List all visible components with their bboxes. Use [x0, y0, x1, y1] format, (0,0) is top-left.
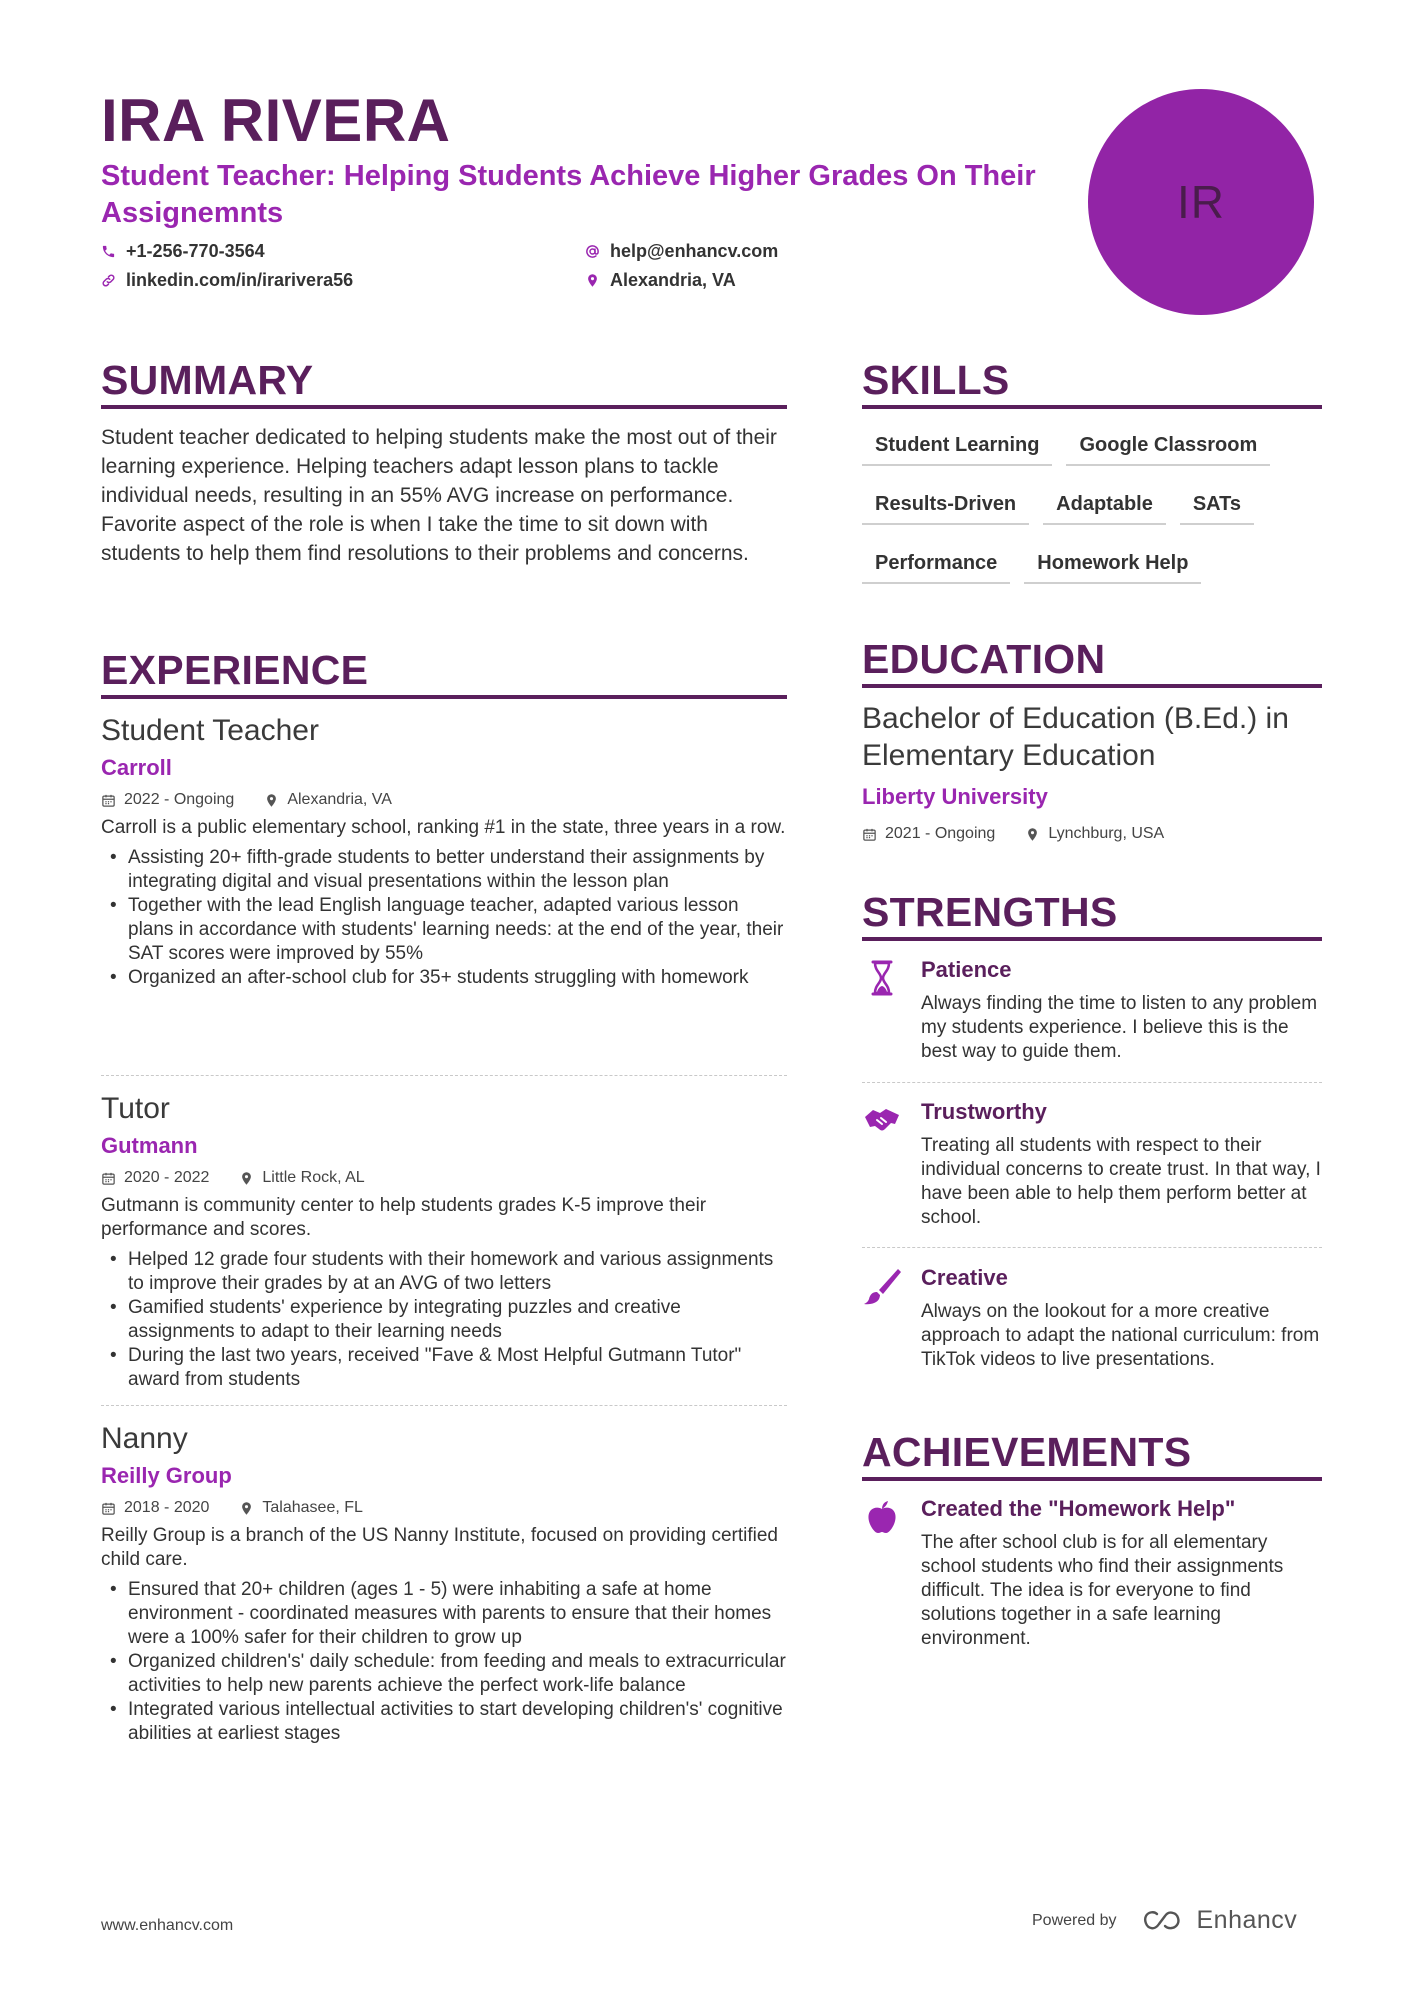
calendar-icon [101, 1171, 116, 1186]
handshake-icon [862, 1100, 902, 1140]
footer-website[interactable]: www.enhancv.com [101, 1917, 234, 1934]
strength-text: Always finding the time to listen to any problem my students experience. I believe this is the best way to guide them. [921, 993, 1318, 1062]
location-pin-icon [1025, 827, 1040, 842]
enhancv-logo-icon [1141, 1909, 1187, 1933]
avatar-initials: IR [1177, 176, 1225, 228]
job-dates-text: 2018 - 2020 [124, 1499, 210, 1516]
summary-text: Student teacher dedicated to helping students make the most out of their learning experience. Helping teachers adapt lesson plans to tackle individual needs, resulting in an 55% AVG increase on performance. Favorite aspect of the role is when I take the time to sit down with students to help them find resolutions to their problems and concerns. [101, 426, 777, 565]
phone-text: +1-256-770-3564 [126, 241, 265, 261]
job-meta [101, 790, 787, 810]
strength-separator [862, 1247, 1322, 1248]
job-dates-text: 2020 - 2022 [124, 1169, 210, 1186]
job-company: Gutmann [101, 1133, 198, 1158]
education-location-text: Lynchburg, USA [1048, 825, 1165, 842]
strength-separator [862, 1082, 1322, 1083]
skill-tag: Adaptable [1043, 486, 1166, 525]
job-description: Gutmann is community center to help students grades K-5 improve their performance and scores. [101, 1195, 707, 1240]
apple-icon [862, 1497, 902, 1537]
job-bullets [101, 1578, 787, 1746]
strength-title: Trustworthy [921, 1099, 1047, 1124]
contact-linkedin[interactable] [101, 269, 353, 291]
summary-heading: SUMMARY [101, 357, 314, 403]
job-company: Carroll [101, 755, 172, 780]
job-dates [101, 1168, 209, 1188]
job-bullet: • Gamified students' experience by integrating puzzles and creative assignments to adapt to their learning needs [101, 1296, 787, 1344]
job-description: Reilly Group is a branch of the US Nanny Institute, focused on providing certified child care. [101, 1525, 778, 1570]
skill-tag: Homework Help [1024, 545, 1201, 584]
job-bullet: • During the last two years, received "Fave & Most Helpful Gutmann Tutor" award from students [101, 1344, 787, 1392]
job-meta [101, 1498, 787, 1518]
job-company: Reilly Group [101, 1463, 232, 1488]
summary-divider [101, 405, 787, 409]
job-bullets [101, 1248, 787, 1392]
job-bullet: • Assisting 20+ fifth-grade students to better understand their assignments by integrating digital and visual presentations within the lesson plan [101, 846, 787, 894]
job-location-text: Little Rock, AL [262, 1169, 365, 1186]
education-heading: EDUCATION [862, 636, 1106, 682]
location-pin-icon [585, 273, 600, 288]
footer-branding [1032, 1906, 1297, 1935]
job-role: Tutor [101, 1092, 170, 1125]
location-pin-icon [239, 1501, 254, 1516]
skill-tag: Performance [862, 545, 1010, 584]
email-text: help@enhancv.com [610, 241, 779, 261]
skill-tag: Student Learning [862, 427, 1052, 466]
job-dates [101, 790, 234, 810]
job-description: Carroll is a public elementary school, ranking #1 in the state, three years in a row. [101, 817, 786, 838]
job-bullet: • Together with the lead English language teacher, adapted various lesson plans in accordance with students' learning needs: at the end of the year, their SAT scores were improved by 55% [101, 894, 787, 966]
job-bullet: • Organized an after-school club for 35+ students struggling with homework [101, 966, 787, 990]
education-degree: Bachelor of Education (B.Ed.) in Elementary Education [862, 702, 1289, 772]
achievements-divider [862, 1477, 1322, 1481]
education-meta [862, 824, 1182, 844]
job-bullets [101, 846, 787, 990]
skill-tag: Results-Driven [862, 486, 1029, 525]
job-location-text: Talahasee, FL [262, 1499, 363, 1516]
job-location [264, 790, 392, 810]
strength-title: Creative [921, 1265, 1008, 1290]
job-dates [101, 1498, 209, 1518]
brand-logo[interactable] [1141, 1906, 1298, 1935]
powered-by-text: Powered by [1032, 1911, 1117, 1929]
skills-heading: SKILLS [862, 357, 1010, 403]
skill-tag: Google Classroom [1066, 427, 1270, 466]
paintbrush-icon [862, 1266, 902, 1306]
location-pin-icon [264, 793, 279, 808]
education-dates [862, 824, 995, 844]
location-pin-icon [239, 1171, 254, 1186]
strength-item [862, 1098, 1322, 1230]
contact-location [585, 269, 736, 291]
brand-name: Enhancv [1196, 1906, 1298, 1934]
skill-tag: SATs [1180, 486, 1254, 525]
strengths-divider [862, 937, 1322, 941]
at-icon [585, 244, 600, 259]
education-dates-text: 2021 - Ongoing [885, 825, 996, 842]
experience-heading: EXPERIENCE [101, 647, 369, 693]
job-location [239, 1168, 364, 1188]
strength-item [862, 1264, 1322, 1372]
strength-text: Treating all students with respect to their individual concerns to create trust. In that way, I have been able to help them perform better at school. [921, 1135, 1321, 1228]
contact-email[interactable] [585, 240, 778, 262]
achievement-title: Created the "Homework Help" [921, 1496, 1236, 1521]
job-separator [101, 1405, 787, 1406]
strength-item [862, 956, 1322, 1064]
strength-text: Always on the lookout for a more creative approach to adapt the national curriculum: from TikTok videos to live presentations. [921, 1301, 1320, 1370]
avatar [1088, 89, 1314, 315]
job-meta [101, 1168, 787, 1188]
linkedin-text: linkedin.com/in/irarivera56 [126, 270, 354, 290]
education-location [1025, 824, 1164, 844]
phone-icon [101, 244, 116, 259]
job-bullet: • Integrated various intellectual activities to start developing children's' cognitive abilities at earliest stages [101, 1698, 787, 1746]
experience-divider [101, 695, 787, 699]
job-role: Student Teacher [101, 714, 319, 747]
skills-list [862, 427, 1322, 584]
calendar-icon [101, 1501, 116, 1516]
job-bullet: • Ensured that 20+ children (ages 1 - 5) were inhabiting a safe at home environment - coordinated measures with parents to ensure that their homes were a 100% safer for their children to grow up [101, 1578, 787, 1650]
contact-phone[interactable] [101, 240, 265, 262]
job-location [239, 1498, 363, 1518]
education-school: Liberty University [862, 784, 1048, 809]
location-text: Alexandria, VA [610, 270, 736, 290]
education-divider [862, 684, 1322, 688]
strengths-heading: STRENGTHS [862, 889, 1118, 935]
link-icon [101, 273, 116, 288]
job-separator [101, 1075, 787, 1076]
job-bullet: • Helped 12 grade four students with their homework and various assignments to improve their grades by at an AVG of two letters [101, 1248, 787, 1296]
achievements-heading: ACHIEVEMENTS [862, 1429, 1192, 1475]
job-entry [101, 1421, 787, 1746]
strength-title: Patience [921, 957, 1012, 982]
job-dates-text: 2022 - Ongoing [124, 791, 235, 808]
achievement-item [862, 1495, 1322, 1651]
achievement-text: The after school club is for all elementary school students who find their assignments difficult. The idea is for everyone to find solutions together in a safe learning environment. [921, 1532, 1284, 1649]
calendar-icon [862, 827, 877, 842]
job-entry [101, 713, 787, 990]
job-entry [101, 1091, 787, 1392]
job-bullet: • Organized children's' daily schedule: from feeding and meals to extracurricular activities to help new parents achieve the perfect work-life balance [101, 1650, 787, 1698]
job-role: Nanny [101, 1422, 188, 1455]
job-location-text: Alexandria, VA [287, 791, 392, 808]
hourglass-icon [862, 958, 902, 998]
candidate-title: Student Teacher: Helping Students Achieve Higher Grades On Their Assignemnts [101, 160, 1036, 229]
skills-divider [862, 405, 1322, 409]
calendar-icon [101, 793, 116, 808]
candidate-name: IRA RIVERA [101, 87, 451, 154]
